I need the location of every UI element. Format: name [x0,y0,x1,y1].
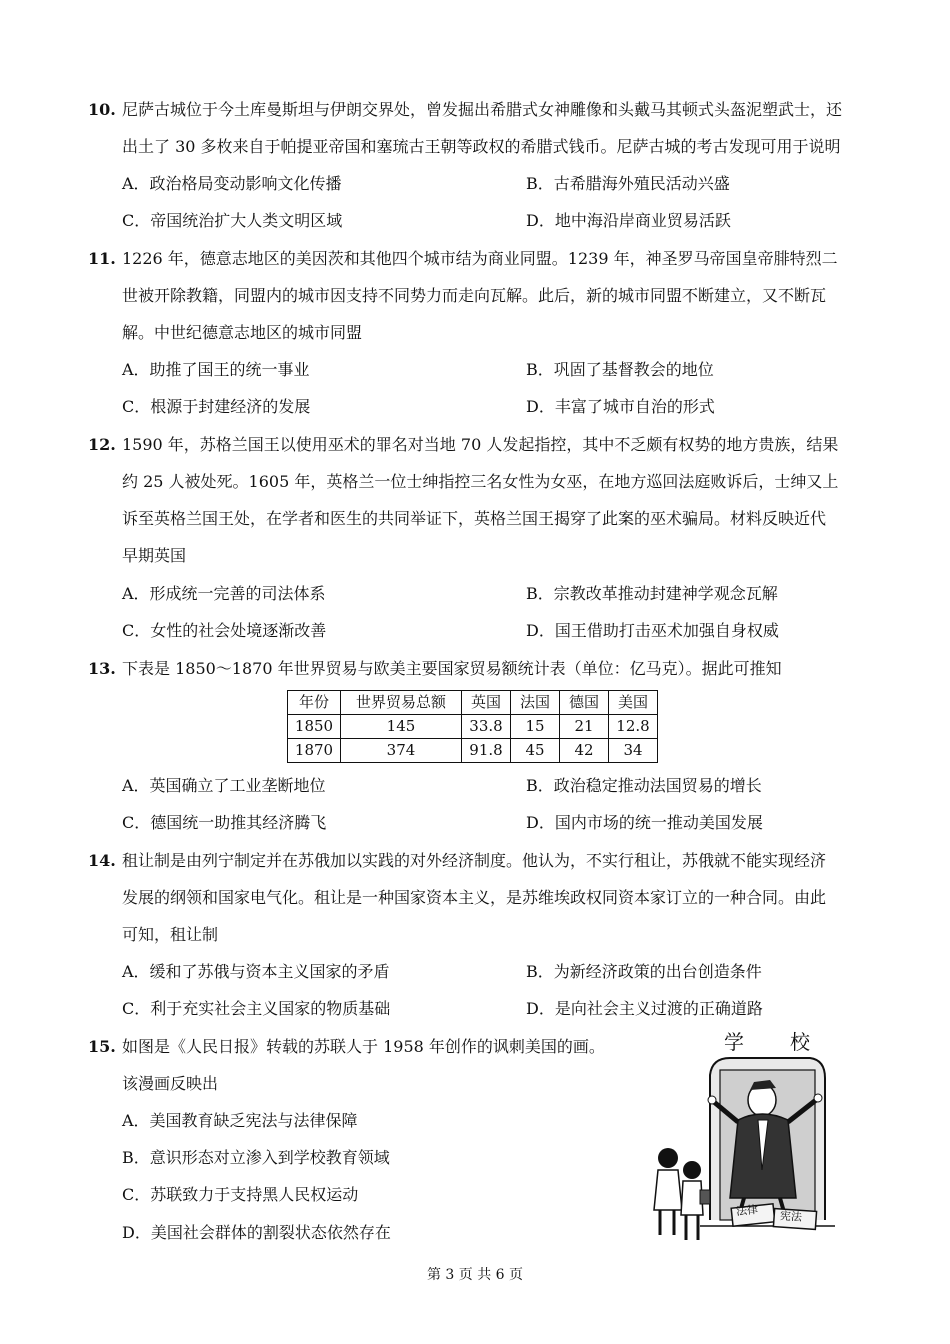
table-cell: 42 [560,739,609,763]
question-text: 出土了 30 多枚来自于帕提亚帝国和塞琉古王朝等政权的希腊式钱币。尼萨古城的考古发现可用于说明 [122,137,841,156]
question-text: 该漫画反映出 [122,1074,219,1093]
table-cell: 33.8 [462,715,511,739]
option-a: A．英国确立了工业垄断地位 [122,776,326,795]
table-cell: 1850 [288,715,341,739]
table-row [288,739,658,763]
table-cell: 145 [341,715,462,739]
question-text: 早期英国 [122,546,187,565]
book-label-constitution: 宪法 [779,1209,803,1224]
option-b: B．巩固了基督教会的地位 [526,360,714,379]
option-c: C．根源于封建经济的发展 [122,397,311,416]
option-a: A．缓和了苏俄与资本主义国家的矛盾 [122,962,390,981]
option-d: D．地中海沿岸商业贸易活跃 [526,211,731,230]
option-b: B．意识形态对立渗入到学校教育领域 [122,1148,390,1167]
table-header-cell: 德国 [560,691,609,715]
option-a: A．形成统一完善的司法体系 [122,584,326,603]
satirical-cartoon [640,1030,840,1260]
table-cell: 15 [511,715,560,739]
table-cell: 91.8 [462,739,511,763]
cartoon-title-right: 校 [790,1030,810,1054]
question-number: 12. [88,435,116,454]
cartoon-drawing [640,1030,840,1260]
option-b: B．为新经济政策的出台创造条件 [526,962,762,981]
question-text: 诉至英格兰国王处，在学者和医生的共同举证下，英格兰国王揭穿了此案的巫术骗局。材料反映近代 [122,509,827,528]
table-row [288,715,658,739]
option-b: B．政治稳定推动法国贸易的增长 [526,776,762,795]
table-cell: 21 [560,715,609,739]
option-c: C．苏联致力于支持黑人民权运动 [122,1185,359,1204]
question-number: 11. [88,249,116,268]
question-number: 14. [88,851,116,870]
table-cell: 374 [341,739,462,763]
option-a: A．助推了国王的统一事业 [122,360,310,379]
question-text: 解。中世纪德意志地区的城市同盟 [122,323,363,342]
question-text: 可知，租让制 [122,925,219,944]
table-cell: 12.8 [609,715,658,739]
option-b: B．宗教改革推动封建神学观念瓦解 [526,584,778,603]
option-b: B．古希腊海外殖民活动兴盛 [526,174,730,193]
table-cell: 45 [511,739,560,763]
page-footer: 第 3 页 共 6 页 [426,1267,524,1283]
question-number: 15. [88,1037,116,1056]
question-number: 13. [88,659,116,678]
question-number: 10. [88,100,116,119]
table-cell: 1870 [288,739,341,763]
option-a: A．政治格局变动影响文化传播 [122,174,342,193]
table-cell: 34 [609,739,658,763]
option-c: C．女性的社会处境逐渐改善 [122,621,327,640]
table-header-cell: 法国 [511,691,560,715]
table-header-cell: 美国 [609,691,658,715]
question-text: 1590 年，苏格兰国王以使用巫术的罪名对当地 70 人发起指控，其中不乏颇有权势的地方贵族，结果 [122,435,839,454]
book-label-law: 法律 [735,1202,759,1219]
question-text: 租让制是由列宁制定并在苏俄加以实践的对外经济制度。他认为，不实行租让，苏俄就不能实现经济 [122,851,827,870]
table-header-cell: 世界贸易总额 [341,691,462,715]
question-text: 1226 年，德意志地区的美因茨和其他四个城市结为商业同盟。1239 年，神圣罗马帝国皇帝腓特烈二 [122,249,838,268]
trade-table [287,690,658,763]
question-text: 世被开除教籍，同盟内的城市因支持不同势力而走向瓦解。此后，新的城市同盟不断建立，又不断瓦 [122,286,827,305]
question-text: 下表是 1850～1870 年世界贸易与欧美主要国家贸易额统计表（单位：亿马克）。据此可推知 [122,659,782,678]
option-d: D．美国社会群体的割裂状态依然存在 [122,1223,391,1242]
option-d: D．国内市场的统一推动美国发展 [526,813,763,832]
option-d: D．丰富了城市自治的形式 [526,397,715,416]
question-text: 尼萨古城位于今土库曼斯坦与伊朗交界处，曾发掘出希腊式女神雕像和头戴马其顿式头盔泥塑武士，还 [122,100,843,119]
table-header-cell: 年份 [288,691,341,715]
option-c: C．德国统一助推其经济腾飞 [122,813,327,832]
option-a: A．美国教育缺乏宪法与法律保障 [122,1111,358,1130]
table-header-row [288,691,658,715]
option-c: C．帝国统治扩大人类文明区域 [122,211,343,230]
cartoon-title-left: 学 [724,1030,744,1054]
question-text: 约 25 人被处死。1605 年，英格兰一位士绅指控三名女性为女巫，在地方巡回法庭败诉后，士绅又上 [122,472,839,491]
question-text: 如图是《人民日报》转载的苏联人于 1958 年创作的讽刺美国的画。 [122,1037,605,1056]
option-d: D．国王借助打击巫术加强自身权威 [526,621,779,640]
option-d: D．是向社会主义过渡的正确道路 [526,999,763,1018]
question-text: 发展的纲领和国家电气化。租让是一种国家资本主义，是苏维埃政权同资本家订立的一种合同。由此 [122,888,827,907]
table-header-cell: 英国 [462,691,511,715]
option-c: C．利于充实社会主义国家的物质基础 [122,999,391,1018]
